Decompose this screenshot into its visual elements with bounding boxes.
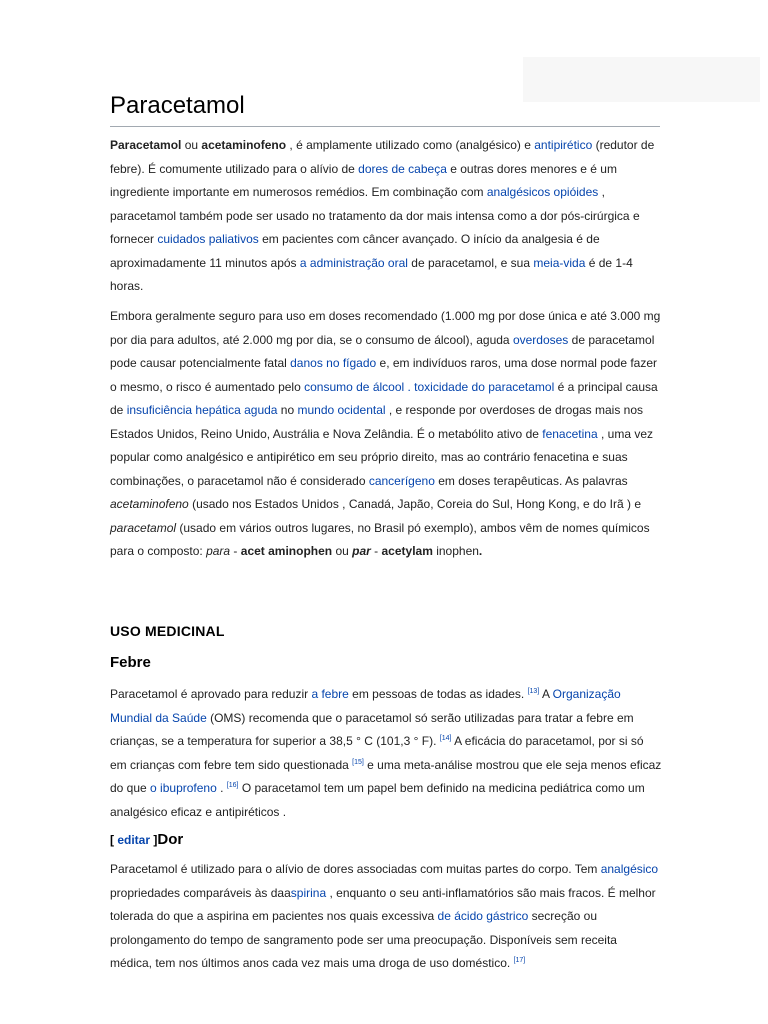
link-oms[interactable]: Organização Mundial da Saúde: [110, 687, 621, 725]
text: A: [539, 687, 553, 701]
text: (redutor de febre). É comumente utilizado para o alívio de: [110, 138, 655, 176]
bracket-close: ]: [150, 833, 158, 847]
link-analgesicos-opioides[interactable]: analgésicos opióides: [486, 185, 599, 199]
italic-term: paracetamol: [110, 520, 177, 535]
text: Paracetamol é aprovado para reduzir: [110, 687, 312, 701]
text: de paracetamol, e sua: [407, 255, 534, 270]
text: Paracetamol é utilizado para o alívio de dores associadas com muitas partes do corpo. Tem: [110, 862, 601, 876]
text: secreção ou prolongamento do tempo de sangramento pode ser uma preocupação. Disponíveis sem receita médica, tem nos últimos anos cada vez mais uma droga de uso doméstico.: [110, 909, 617, 970]
text: -: [370, 544, 382, 558]
link-ibuprofeno[interactable]: o ibuprofeno: [150, 781, 217, 795]
text: , e responde por overdoses de drogas mais nos Estados Unidos, Reino Unido, Austrália e Nova Zelândia. É o metabólito ativo de: [110, 403, 644, 441]
bold-term: Paracetamol: [110, 138, 182, 152]
text: e outras dores menores e é um ingrediente importante em numerosos remédios. Em combinação com: [110, 161, 617, 199]
italic-term: para: [206, 544, 231, 558]
citation-15[interactable]: [15]: [352, 758, 364, 766]
link-cancerigeno[interactable]: cancerígeno: [368, 473, 435, 488]
text: (usado em vários outros lugares, no Brasil pó exemplo), ambos vêm de nomes químicos para o composto:: [110, 520, 650, 558]
text: (OMS) recomenda que o paracetamol só serão utilizadas para tratar a febre em crianças, se a temperatura for superior a 38,5 ° C (101,3 ° F).: [110, 710, 634, 748]
bold-term: acetylam: [381, 544, 433, 558]
text: de paracetamol pode causar potencialmente fatal: [110, 332, 655, 370]
link-meia-vida[interactable]: meia-vida: [533, 255, 586, 270]
text: -: [230, 544, 241, 558]
bracket-open: [: [110, 833, 118, 847]
text: , paracetamol também pode ser usado no tratamento da dor mais intensa como a dor pós-cirúrgica e fornecer: [110, 185, 640, 246]
text: em doses terapêuticas. As palavras: [434, 473, 628, 488]
link-fenacetina[interactable]: fenacetina: [542, 426, 598, 441]
link-aspirina[interactable]: spirina: [290, 885, 327, 900]
text: Embora geralmente seguro para uso em doses recomendado (1.000 mg por dose única e até 3.000 mg por dia para adultos, até 2.000 mg por dia, se o consumo de álcool), aguda: [110, 309, 661, 347]
intro-paragraph: [110, 134, 662, 299]
text: O paracetamol tem um papel bem definido na medicina pediátrica como um analgésico eficaz e antipiréticos .: [110, 781, 645, 819]
link-cuidados-paliativos[interactable]: cuidados paliativos: [157, 232, 259, 246]
text: e uma meta-análise mostrou que ele seja menos eficaz do que: [110, 757, 662, 795]
link-mundo-ocidental[interactable]: mundo ocidental: [297, 403, 386, 417]
text: inophen: [432, 544, 479, 558]
bold-italic-term: par: [352, 544, 371, 558]
page-title: Paracetamol: [110, 92, 660, 127]
text: no: [277, 403, 298, 417]
link-dores-de-cabeca[interactable]: dores de cabeça: [358, 161, 447, 176]
citation-13[interactable]: [13]: [527, 688, 540, 695]
text: (usado nos Estados Unidos , Canadá, Japão, Coreia do Sul, Hong Kong, e do Irã ) e: [188, 497, 642, 511]
link-antipiretico[interactable]: antipirético: [534, 138, 593, 152]
text: , enquanto o seu anti-inflamatórios são mais fracos. É melhor tolerada do que a aspirina em pacientes nos quais excessiva: [110, 885, 656, 923]
febre-paragraph: [110, 683, 662, 824]
link-a-febre[interactable]: a febre: [311, 687, 349, 701]
citation-14[interactable]: [14]: [439, 735, 452, 742]
text: em pessoas de todas as idades.: [348, 687, 528, 701]
text: em pacientes com câncer avançado. O início da analgesia é de aproximadamente 11 minutos após: [110, 232, 600, 270]
link-administracao-oral[interactable]: a administração oral: [299, 255, 408, 270]
text: ou: [181, 138, 202, 152]
link-consumo-de-alcool[interactable]: consumo de álcool . toxicidade do paracetamol: [304, 379, 555, 394]
section-heading-uso-medicinal: USO MEDICINAL: [110, 623, 225, 639]
text: e, em indivíduos raros, uma dose normal pode fazer o mesmo, o risco é aumentado pelo: [110, 356, 658, 394]
text: .: [216, 781, 227, 795]
link-danos-no-figado[interactable]: danos no fígado: [290, 356, 377, 370]
text: propriedades comparáveis às daa: [110, 885, 291, 900]
link-overdoses[interactable]: overdoses: [512, 332, 569, 347]
link-acido-gastrico[interactable]: de ácido gástrico: [437, 909, 529, 923]
text: , uma vez popular como analgésico e antipirético em seu próprio direito, mas ao contrário fenacetina e suas combinações, o paracetamol não é considerado: [110, 426, 653, 488]
subsection-heading-dor: [110, 831, 183, 848]
link-insuficiencia-hepatica[interactable]: insuficiência hepática aguda: [126, 403, 278, 417]
text: é a principal causa de: [110, 379, 658, 417]
citation-16[interactable]: [16]: [226, 782, 239, 789]
text: ou: [332, 544, 353, 558]
link-analgesico[interactable]: analgésico: [600, 862, 659, 876]
dor-paragraph: [110, 858, 662, 976]
italic-term: acetaminofeno: [110, 497, 189, 511]
subsection-heading-febre: Febre: [110, 654, 151, 671]
bold-term: acetaminofeno: [201, 138, 287, 152]
bold-term: acet aminophen: [240, 544, 333, 558]
dor-title: Dor: [157, 831, 184, 848]
safety-paragraph: [110, 305, 662, 564]
text: A eficácia do paracetamol, por si só em crianças com febre tem sido questionada: [110, 734, 644, 772]
text: , é amplamente utilizado como (analgésico) e: [286, 138, 535, 152]
text: é de 1-4 horas.: [110, 255, 633, 293]
edit-link[interactable]: editar: [117, 833, 151, 847]
bold-term: .: [478, 544, 483, 558]
citation-17[interactable]: [17]: [513, 957, 526, 964]
